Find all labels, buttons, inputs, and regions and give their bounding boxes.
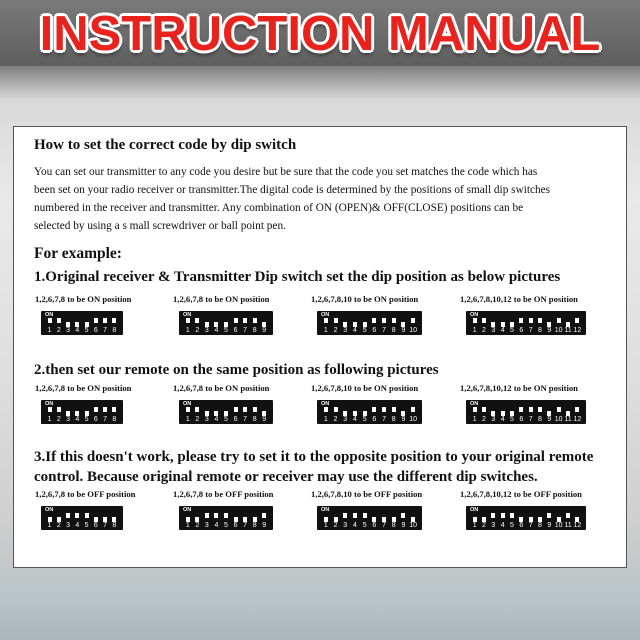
switch-lever-on xyxy=(529,407,533,412)
dip-switch xyxy=(466,400,586,424)
switch-number: 9 xyxy=(401,327,406,334)
switch-number: 2 xyxy=(56,522,61,529)
switch-lever-on xyxy=(382,318,386,323)
switch-number: 10 xyxy=(409,416,418,423)
step-line: 1.Original receiver & Transmitter Dip switch set the dip position as below pictures xyxy=(34,269,561,285)
switch-number: 7 xyxy=(382,416,386,423)
dip-switch xyxy=(466,506,586,530)
switch-number: 5 xyxy=(362,327,367,334)
switch-lever-on xyxy=(94,407,98,412)
switch-number: 5 xyxy=(510,327,514,334)
intro-line: numbered in the receiver and transmitter. Any combination of ON (OPEN)& OFF(CLOSE) positions can be xyxy=(34,202,524,214)
switch-number: 2 xyxy=(56,327,61,334)
switch-lever-on xyxy=(75,513,79,518)
switch-caption: 1,2,6,7,8 to be OFF position xyxy=(173,489,274,499)
switch-number: 7 xyxy=(243,522,248,529)
switch-number: 7 xyxy=(528,522,533,529)
switch-number: 11 xyxy=(564,522,572,529)
switch-number: 2 xyxy=(333,416,338,423)
switch-number: 4 xyxy=(75,416,80,423)
switch-number: 1 xyxy=(47,416,52,423)
switch-lever-on xyxy=(324,318,328,323)
switch-lever-on xyxy=(392,407,396,412)
switch-number: 10 xyxy=(554,522,563,529)
switch-number: 2 xyxy=(56,416,61,423)
switch-lever-on xyxy=(538,407,542,412)
dip-switch xyxy=(41,400,123,424)
switch-number: 7 xyxy=(382,327,386,334)
switch-number: 6 xyxy=(372,327,377,334)
switch-number: 8 xyxy=(391,522,396,529)
switch-number: 8 xyxy=(112,522,117,529)
switch-number: 7 xyxy=(382,522,386,529)
switch-number: 6 xyxy=(93,416,98,423)
switch-lever-on xyxy=(529,318,533,323)
switch-number: 8 xyxy=(391,416,396,423)
switch-number: 8 xyxy=(538,327,542,334)
switch-lever-on xyxy=(392,318,396,323)
switch-number: 4 xyxy=(352,327,357,334)
switch-number: 5 xyxy=(224,416,228,423)
dip-on-label: ON xyxy=(45,312,54,318)
switch-lever-on xyxy=(195,407,199,412)
switch-number: 2 xyxy=(482,327,486,334)
switch-lever-on xyxy=(243,318,247,323)
switch-lever-on xyxy=(353,513,357,518)
switch-number: 7 xyxy=(243,416,248,423)
switch-number: 6 xyxy=(372,416,377,423)
switch-number: 9 xyxy=(547,522,552,529)
switch-number: 3 xyxy=(66,327,71,334)
switch-number: 5 xyxy=(224,327,228,334)
switch-lever-on xyxy=(103,407,107,412)
switch-lever-on xyxy=(253,318,257,323)
switch-lever-on xyxy=(253,407,257,412)
switch-number: 10 xyxy=(554,416,563,423)
switch-lever-on xyxy=(510,513,514,518)
switch-number: 8 xyxy=(538,416,542,423)
switch-lever-on xyxy=(224,513,228,518)
switch-lever-on xyxy=(324,407,328,412)
switch-number: 2 xyxy=(333,522,338,529)
switch-number: 5 xyxy=(84,327,89,334)
switch-number: 7 xyxy=(103,522,108,529)
switch-number: 4 xyxy=(500,522,505,529)
dip-on-label: ON xyxy=(470,507,479,513)
switch-caption: 1,2,6,7,8,10,12 to be ON position xyxy=(460,294,578,304)
switch-number: 3 xyxy=(343,522,348,529)
intro-line: You can set our transmitter to any code you desire but be sure that the code you set matches the code which has xyxy=(34,166,538,178)
dip-on-label: ON xyxy=(183,507,192,513)
switch-number: 9 xyxy=(262,522,267,529)
switch-lever-on xyxy=(575,407,579,412)
banner xyxy=(0,0,640,66)
switch-caption: 1,2,6,7,8,10,12 to be OFF position xyxy=(460,489,582,499)
switch-number: 5 xyxy=(84,416,89,423)
switch-lever-on xyxy=(66,513,70,518)
switch-caption: 1,2,6,7,8,10,12 to be ON position xyxy=(460,383,578,393)
switch-number: 4 xyxy=(75,522,80,529)
dip-switch xyxy=(179,506,273,530)
switch-number: 3 xyxy=(343,327,348,334)
switch-number: 9 xyxy=(547,327,552,334)
switch-number: 4 xyxy=(214,522,219,529)
switch-number: 2 xyxy=(333,327,338,334)
intro-paragraph xyxy=(34,163,609,235)
switch-number: 2 xyxy=(482,416,486,423)
switch-number: 6 xyxy=(233,416,238,423)
switch-number: 12 xyxy=(573,416,582,423)
switch-caption: 1,2,6,7,8,10 to be ON position xyxy=(311,294,419,304)
switch-lever-on xyxy=(491,513,495,518)
switch-lever-on xyxy=(205,513,209,518)
switch-number: 7 xyxy=(103,327,108,334)
switch-lever-on xyxy=(538,318,542,323)
switch-number: 3 xyxy=(491,327,496,334)
switch-lever-on xyxy=(48,407,52,412)
switch-number: 7 xyxy=(243,327,248,334)
switch-lever-on xyxy=(473,318,477,323)
dip-on-label: ON xyxy=(321,312,330,318)
switch-lever-on xyxy=(334,318,338,323)
switch-number: 8 xyxy=(252,522,257,529)
switch-number: 8 xyxy=(252,416,257,423)
switch-number: 3 xyxy=(66,522,71,529)
intro-line: selected by using a s mall screwdriver or ball point pen. xyxy=(34,220,286,232)
switch-number: 7 xyxy=(528,327,533,334)
switch-number: 12 xyxy=(573,522,582,529)
switch-lever-on xyxy=(85,513,89,518)
switch-lever-on xyxy=(411,407,415,412)
switch-number: 6 xyxy=(233,522,238,529)
switch-number: 10 xyxy=(409,522,418,529)
dip-switch xyxy=(179,311,273,335)
switch-lever-on xyxy=(372,407,376,412)
switch-number: 1 xyxy=(323,327,328,334)
switch-number: 1 xyxy=(472,522,477,529)
switch-lever-on xyxy=(519,318,523,323)
switch-lever-on xyxy=(103,318,107,323)
switch-number: 3 xyxy=(491,416,496,423)
switch-number: 11 xyxy=(564,327,572,334)
switch-number: 4 xyxy=(214,416,219,423)
switch-number: 9 xyxy=(262,416,267,423)
dip-on-label: ON xyxy=(183,401,192,407)
intro-line: been set on your radio receiver or transmitter.The digital code is determined by the positions of small dip switches xyxy=(34,184,551,196)
switch-number: 7 xyxy=(103,416,108,423)
switch-lever-on xyxy=(186,318,190,323)
switch-number: 5 xyxy=(510,522,514,529)
switch-lever-on xyxy=(411,318,415,323)
switch-lever-on xyxy=(48,318,52,323)
switch-lever-on xyxy=(482,318,486,323)
switch-number: 9 xyxy=(262,327,267,334)
switch-number: 8 xyxy=(391,327,396,334)
dip-on-label: ON xyxy=(321,507,330,513)
switch-lever-on xyxy=(566,513,570,518)
switch-number: 3 xyxy=(66,416,71,423)
switch-number: 9 xyxy=(401,416,406,423)
switch-caption: 1,2,6,7,8 to be ON position xyxy=(35,383,132,393)
switch-number: 4 xyxy=(214,327,219,334)
switch-number: 9 xyxy=(401,522,406,529)
switch-lever-on xyxy=(243,407,247,412)
dip-switch xyxy=(317,400,422,424)
instruction-panel xyxy=(13,126,627,568)
dip-switch xyxy=(179,400,273,424)
switch-lever-on xyxy=(482,407,486,412)
switch-lever-on xyxy=(112,318,116,323)
switch-number: 10 xyxy=(554,327,563,334)
switch-number: 12 xyxy=(573,327,582,334)
switch-number: 8 xyxy=(538,522,542,529)
switch-number: 5 xyxy=(510,416,514,423)
switch-number: 1 xyxy=(185,522,190,529)
switch-caption: 1,2,6,7,8,10 to be ON position xyxy=(311,383,419,393)
switch-number: 6 xyxy=(519,327,524,334)
switch-number: 11 xyxy=(564,416,572,423)
switch-number: 1 xyxy=(185,416,190,423)
switch-number: 6 xyxy=(372,522,377,529)
switch-caption: 1,2,6,7,8 to be OFF position xyxy=(35,489,136,499)
switch-caption: 1,2,6,7,8 to be ON position xyxy=(35,294,132,304)
switch-lever-on xyxy=(186,407,190,412)
dip-switch xyxy=(41,311,123,335)
switch-number: 1 xyxy=(47,327,52,334)
step-3-text xyxy=(34,447,593,487)
switch-number: 2 xyxy=(195,522,200,529)
switch-lever-on xyxy=(57,318,61,323)
step-2-text xyxy=(34,360,439,380)
switch-number: 2 xyxy=(482,522,486,529)
switch-number: 8 xyxy=(112,327,117,334)
switch-lever-on xyxy=(262,513,266,518)
dip-on-label: ON xyxy=(183,312,192,318)
switch-number: 10 xyxy=(409,327,418,334)
dip-switch xyxy=(41,506,123,530)
switch-number: 6 xyxy=(93,327,98,334)
switch-number: 7 xyxy=(528,416,533,423)
banner-title: INSTRUCTION MANUAL xyxy=(39,7,601,61)
dip-switch xyxy=(466,311,586,335)
switch-lever-on xyxy=(547,513,551,518)
switch-number: 8 xyxy=(112,416,117,423)
switch-number: 1 xyxy=(47,522,52,529)
switch-lever-on xyxy=(382,407,386,412)
switch-number: 1 xyxy=(323,522,328,529)
switch-number: 3 xyxy=(204,327,209,334)
switch-number: 1 xyxy=(472,327,477,334)
switch-number: 2 xyxy=(195,416,200,423)
dip-switch xyxy=(317,506,422,530)
switch-lever-on xyxy=(195,318,199,323)
example-label: For example: xyxy=(34,245,122,262)
switch-lever-on xyxy=(343,513,347,518)
switch-lever-on xyxy=(363,513,367,518)
switch-lever-on xyxy=(519,407,523,412)
switch-number: 3 xyxy=(204,522,209,529)
switch-lever-on xyxy=(501,513,505,518)
switch-number: 5 xyxy=(362,522,367,529)
switch-lever-on xyxy=(557,407,561,412)
manual-heading: How to set the correct code by dip switch xyxy=(34,137,297,153)
switch-lever-on xyxy=(57,407,61,412)
switch-number: 3 xyxy=(343,416,348,423)
switch-number: 6 xyxy=(519,522,524,529)
switch-number: 1 xyxy=(472,416,477,423)
dip-on-label: ON xyxy=(45,401,54,407)
switch-number: 6 xyxy=(233,327,238,334)
dip-on-label: ON xyxy=(470,312,479,318)
switch-number: 6 xyxy=(519,416,524,423)
switch-caption: 1,2,6,7,8 to be ON position xyxy=(173,383,270,393)
switch-lever-on xyxy=(575,318,579,323)
switch-caption: 1,2,6,7,8 to be ON position xyxy=(173,294,270,304)
switch-number: 4 xyxy=(500,416,505,423)
switch-number: 5 xyxy=(224,522,228,529)
switch-number: 8 xyxy=(252,327,257,334)
dip-on-label: ON xyxy=(321,401,330,407)
switch-number: 5 xyxy=(362,416,367,423)
switch-number: 4 xyxy=(75,327,80,334)
switch-number: 3 xyxy=(204,416,209,423)
dip-switch xyxy=(317,311,422,335)
step-line: 3.If this doesn't work, please try to set it to the opposite position to your original remote xyxy=(34,449,594,465)
switch-lever-on xyxy=(234,318,238,323)
switch-lever-on xyxy=(112,407,116,412)
switch-number: 1 xyxy=(185,327,190,334)
switch-number: 4 xyxy=(352,416,357,423)
switch-lever-on xyxy=(234,407,238,412)
switch-lever-on xyxy=(557,318,561,323)
switch-lever-on xyxy=(334,407,338,412)
switch-number: 4 xyxy=(500,327,505,334)
switch-number: 9 xyxy=(547,416,552,423)
switch-lever-on xyxy=(94,318,98,323)
switch-lever-on xyxy=(401,513,405,518)
switch-number: 1 xyxy=(323,416,328,423)
switch-lever-on xyxy=(473,407,477,412)
step-line: 2.then set our remote on the same position as following pictures xyxy=(34,362,439,378)
switch-number: 5 xyxy=(84,522,89,529)
switch-number: 3 xyxy=(491,522,496,529)
switch-lever-on xyxy=(214,513,218,518)
switch-number: 2 xyxy=(195,327,200,334)
switch-caption: 1,2,6,7,8,10 to be OFF position xyxy=(311,489,423,499)
dip-on-label: ON xyxy=(470,401,479,407)
step-1-text xyxy=(34,267,560,287)
switch-number: 6 xyxy=(93,522,98,529)
switch-number: 4 xyxy=(352,522,357,529)
switch-lever-on xyxy=(372,318,376,323)
dip-on-label: ON xyxy=(45,507,54,513)
step-line: control. Because original remote or receiver may use the different dip switches. xyxy=(34,469,538,485)
